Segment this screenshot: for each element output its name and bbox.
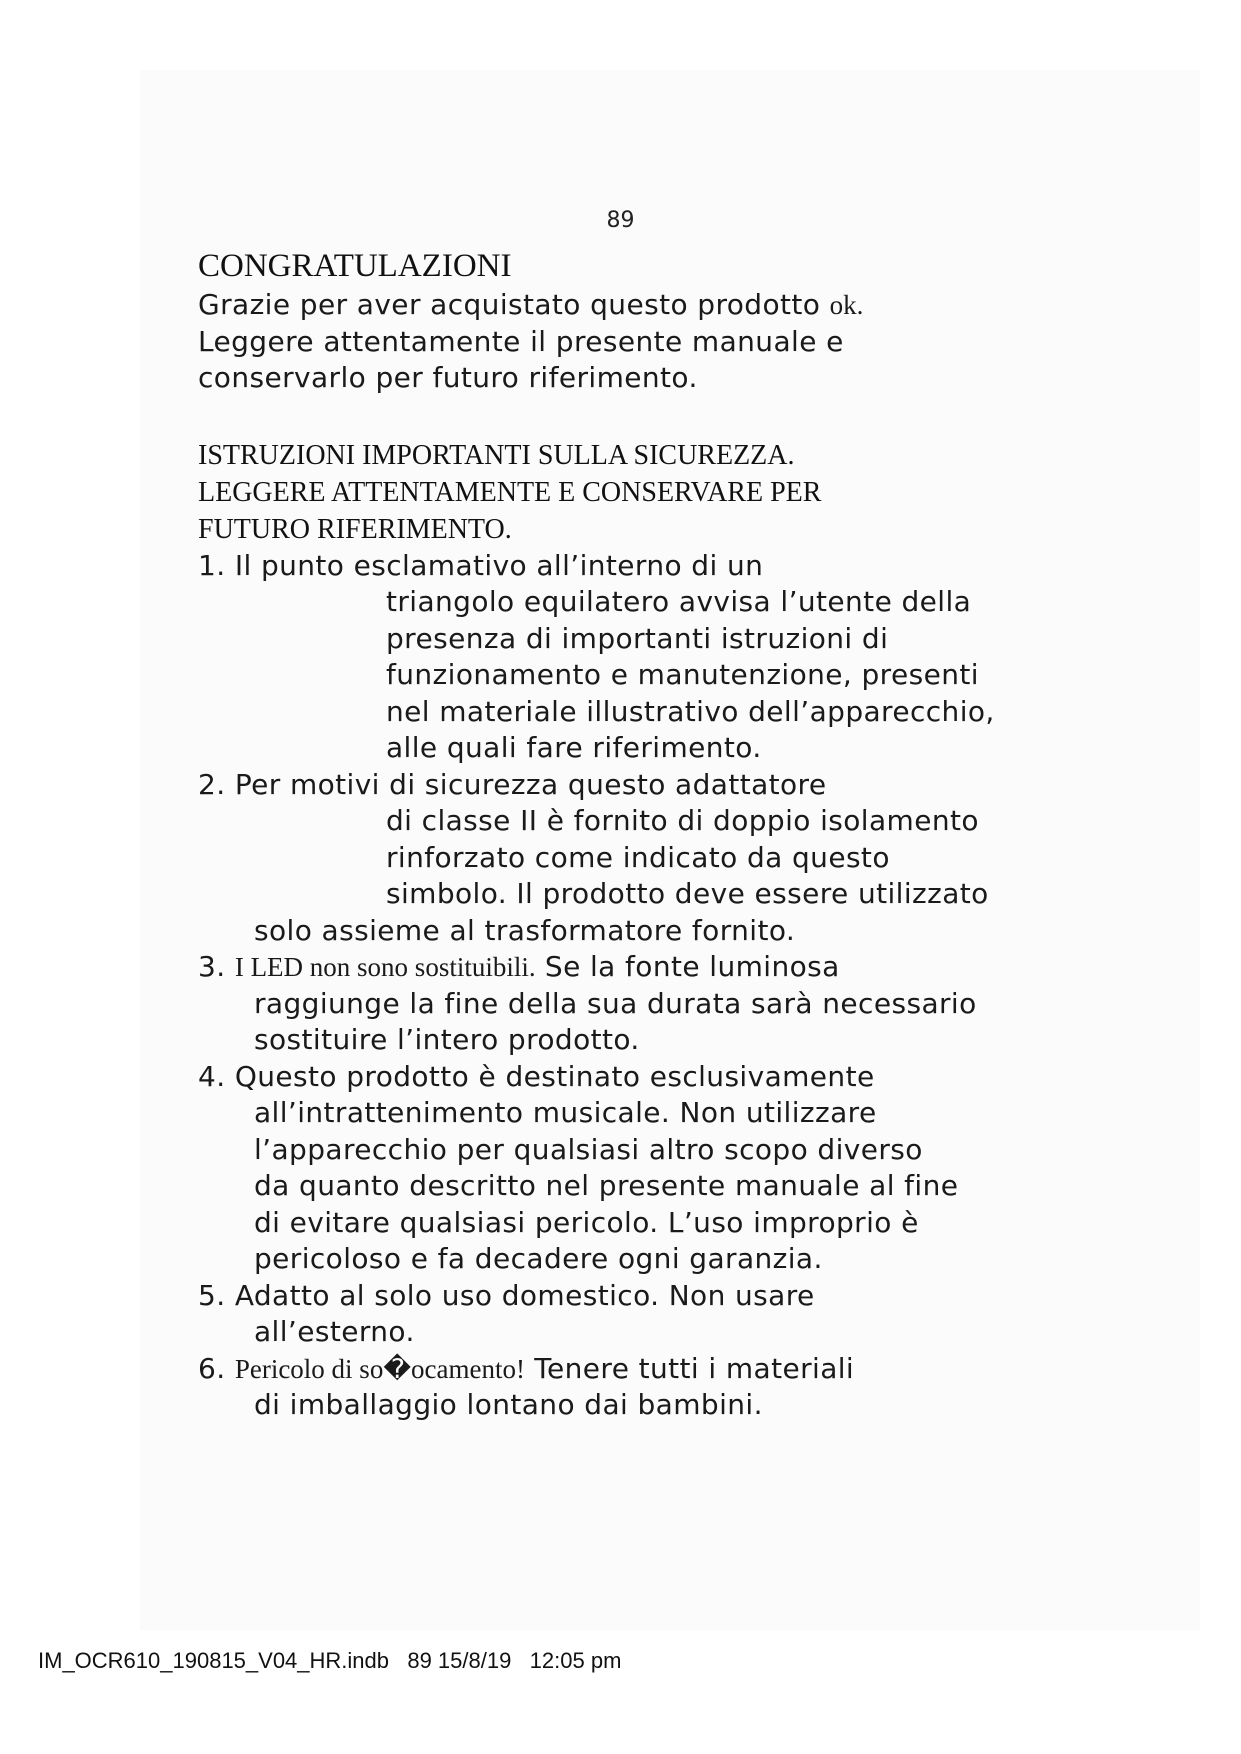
item-text: Se la fonte luminosa bbox=[535, 950, 840, 983]
intro-line: conservarlo per futuro riferimento. bbox=[198, 361, 698, 394]
intro-paragraph bbox=[198, 287, 1078, 397]
item-line: triangolo equilatero avvisa l’utente della bbox=[386, 585, 972, 618]
item-line: di evitare qualsiasi pericolo. L’uso improprio è bbox=[254, 1205, 919, 1239]
list-item bbox=[198, 1059, 1078, 1278]
item-line: presenza di importanti istruzioni di bbox=[386, 621, 889, 655]
item-line: di imballaggio lontano dai bambini. bbox=[254, 1388, 763, 1421]
print-slug-footer: IM_OCR610_190815_V04_HR.indb 89 15/8/19 12:05 pm bbox=[38, 1648, 622, 1673]
item-line: alle quali fare riferimento. bbox=[386, 731, 762, 764]
intro-text: Grazie per aver acquistato questo prodotto bbox=[198, 288, 830, 321]
safety-heading-line: ISTRUZIONI IMPORTANTI SULLA SICUREZZA. bbox=[198, 439, 795, 471]
item-line: 4. Questo prodotto è destinato esclusivamente bbox=[198, 1059, 875, 1093]
safety-heading-line: LEGGERE ATTENTAMENTE E CONSERVARE PER bbox=[198, 476, 822, 508]
page-title: CONGRATULAZIONI bbox=[198, 248, 512, 284]
item-text-serif: Pericolo di so�ocamento! bbox=[234, 1353, 525, 1384]
list-item bbox=[198, 548, 1078, 767]
item-text-serif: I LED non sono sostituibili. bbox=[234, 952, 536, 982]
list-item bbox=[198, 767, 1078, 950]
page-content bbox=[198, 245, 1078, 1424]
item-line: solo assieme al trasformatore fornito. bbox=[254, 913, 796, 947]
page-number: 89 bbox=[606, 208, 635, 233]
list-item bbox=[198, 949, 1078, 1059]
item-line: 2. Per motivi di sicurezza questo adattatore bbox=[198, 767, 827, 801]
list-item bbox=[198, 1278, 1078, 1351]
intro-line: Leggere attentamente il presente manuale e bbox=[198, 324, 844, 358]
item-line bbox=[198, 1351, 1078, 1388]
item-line: 1. Il punto esclamativo all’interno di un bbox=[198, 548, 764, 582]
list-item bbox=[198, 1351, 1078, 1424]
item-text: Tenere tutti i materiali bbox=[524, 1351, 855, 1385]
item-line: l’apparecchio per qualsiasi altro scopo diverso bbox=[254, 1132, 923, 1166]
item-number: 6. bbox=[198, 1351, 235, 1385]
item-line: all’esterno. bbox=[254, 1315, 415, 1348]
item-line: nel materiale illustrativo dell’apparecchio, bbox=[386, 694, 995, 728]
safety-heading bbox=[198, 437, 1078, 548]
item-line: da quanto descritto nel presente manuale al fine bbox=[254, 1169, 959, 1202]
item-line: raggiunge la fine della sua durata sarà necessario bbox=[254, 986, 977, 1020]
item-line: di classe II è fornito di doppio isolamento bbox=[386, 804, 979, 837]
item-line: all’intrattenimento musicale. Non utilizzare bbox=[254, 1096, 877, 1129]
item-line: funzionamento e manutenzione, presenti bbox=[386, 658, 979, 691]
intro-line bbox=[198, 287, 1078, 324]
item-number: 3. bbox=[198, 950, 235, 983]
item-line: simbolo. Il prodotto deve essere utilizzato bbox=[386, 877, 989, 910]
safety-heading-line: FUTURO RIFERIMENTO. bbox=[198, 513, 512, 545]
brand-name: ok. bbox=[829, 290, 864, 320]
item-line: 5. Adatto al solo uso domestico. Non usare bbox=[198, 1278, 815, 1312]
safety-instructions-list bbox=[198, 548, 1078, 1424]
item-line: rinforzato come indicato da questo bbox=[386, 840, 890, 874]
item-line bbox=[198, 949, 1078, 986]
item-line: pericoloso e fa decadere ogni garanzia. bbox=[254, 1242, 823, 1275]
item-line: sostituire l’intero prodotto. bbox=[254, 1023, 640, 1056]
